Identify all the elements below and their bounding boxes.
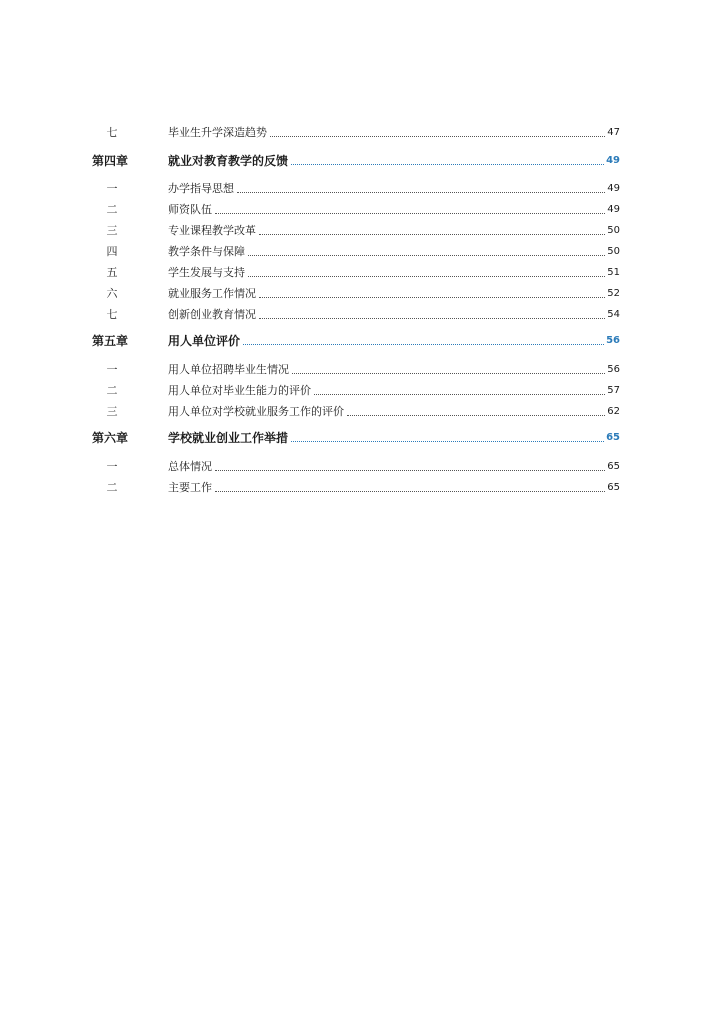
- toc-leader-dots: [314, 394, 605, 395]
- toc-entry-title: 教学条件与保障: [168, 245, 245, 258]
- toc-entry[interactable]: [92, 306, 620, 322]
- toc-entry-page: 50: [607, 225, 620, 236]
- toc-chapter-entry[interactable]: [92, 429, 620, 445]
- toc-chapter-page: 49: [606, 155, 620, 166]
- toc-leader-dots: [215, 213, 605, 214]
- toc-entry-number: 一: [106, 460, 118, 473]
- toc-entry-number: 一: [106, 182, 118, 195]
- toc-leader-dots: [248, 276, 605, 277]
- toc-entry-number: 五: [106, 266, 118, 279]
- toc-entry-title: 用人单位对毕业生能力的评价: [168, 384, 311, 397]
- toc-chapter-entry[interactable]: [92, 332, 620, 348]
- toc-entry-page: 49: [607, 204, 620, 215]
- toc-leader-dots: [291, 441, 604, 442]
- toc-entry-page: 51: [607, 267, 620, 278]
- toc-leader-dots: [215, 491, 605, 492]
- toc-entry-number: 二: [106, 203, 118, 216]
- toc-entry-title: 办学指导思想: [168, 182, 234, 195]
- toc-leader-dots: [292, 373, 605, 374]
- toc-chapter-entry[interactable]: [92, 152, 620, 168]
- toc-chapter-number: 第五章: [92, 334, 129, 348]
- toc-entry-page: 52: [607, 288, 620, 299]
- toc-entry-number: 三: [106, 224, 118, 237]
- toc-entry[interactable]: [92, 222, 620, 238]
- toc-entry[interactable]: [92, 180, 620, 196]
- toc-entry-title: 主要工作: [168, 481, 212, 494]
- toc-entry-page: 54: [607, 309, 620, 320]
- toc-leader-dots: [259, 318, 605, 319]
- toc-chapter-title: 就业对教育教学的反馈: [168, 154, 289, 168]
- toc-leader-dots: [347, 415, 605, 416]
- toc-entry-number: 三: [106, 405, 118, 418]
- toc-entry-title: 总体情况: [168, 460, 212, 473]
- toc-entry[interactable]: [92, 201, 620, 217]
- toc-entry[interactable]: [92, 243, 620, 259]
- toc-entry[interactable]: [92, 382, 620, 398]
- toc-entry[interactable]: [92, 458, 620, 474]
- toc-leader-dots: [215, 470, 605, 471]
- toc-entry-title: 创新创业教育情况: [168, 308, 256, 321]
- toc-leader-dots: [259, 297, 605, 298]
- toc-entry-number: 四: [106, 245, 118, 258]
- toc-entry[interactable]: [92, 264, 620, 280]
- toc-leader-dots: [291, 164, 604, 165]
- toc-entry-page: 65: [607, 482, 620, 493]
- toc-chapter-number: 第四章: [92, 154, 129, 168]
- toc-chapter-number: 第六章: [92, 431, 129, 445]
- toc-entry[interactable]: [92, 285, 620, 301]
- toc-leader-dots: [243, 344, 604, 345]
- toc-chapter-page: 65: [606, 432, 620, 443]
- toc-entry-title: 师资队伍: [168, 203, 212, 216]
- toc-entry[interactable]: [92, 124, 620, 140]
- toc-entry-title: 就业服务工作情况: [168, 287, 256, 300]
- toc-entry-number: 七: [106, 126, 118, 139]
- toc-leader-dots: [237, 192, 605, 193]
- toc-entry-page: 62: [607, 406, 620, 417]
- toc-chapter-page: 56: [606, 335, 620, 346]
- toc-leader-dots: [270, 136, 605, 137]
- toc-entry[interactable]: [92, 479, 620, 495]
- toc-chapter-title: 学校就业创业工作举措: [168, 431, 289, 445]
- toc-leader-dots: [248, 255, 605, 256]
- toc-entry-number: 七: [106, 308, 118, 321]
- toc-entry-title: 用人单位对学校就业服务工作的评价: [168, 405, 344, 418]
- toc-entry-page: 49: [607, 183, 620, 194]
- toc-entry-page: 47: [607, 127, 620, 138]
- toc-entry-number: 二: [106, 481, 118, 494]
- toc-entry-number: 二: [106, 384, 118, 397]
- toc-entry-title: 专业课程教学改革: [168, 224, 256, 237]
- toc-leader-dots: [259, 234, 605, 235]
- toc-chapter-title: 用人单位评价: [168, 334, 241, 348]
- toc-entry-page: 50: [607, 246, 620, 257]
- toc-entry-page: 56: [607, 364, 620, 375]
- toc-entry-number: 一: [106, 363, 118, 376]
- toc-entry-number: 六: [106, 287, 118, 300]
- toc-entry-title: 毕业生升学深造趋势: [168, 126, 267, 139]
- toc-entry-title: 用人单位招聘毕业生情况: [168, 363, 289, 376]
- toc-entry-page: 65: [607, 461, 620, 472]
- toc-entry[interactable]: [92, 403, 620, 419]
- toc-entry-page: 57: [607, 385, 620, 396]
- toc-entry[interactable]: [92, 361, 620, 377]
- toc-entry-title: 学生发展与支持: [168, 266, 245, 279]
